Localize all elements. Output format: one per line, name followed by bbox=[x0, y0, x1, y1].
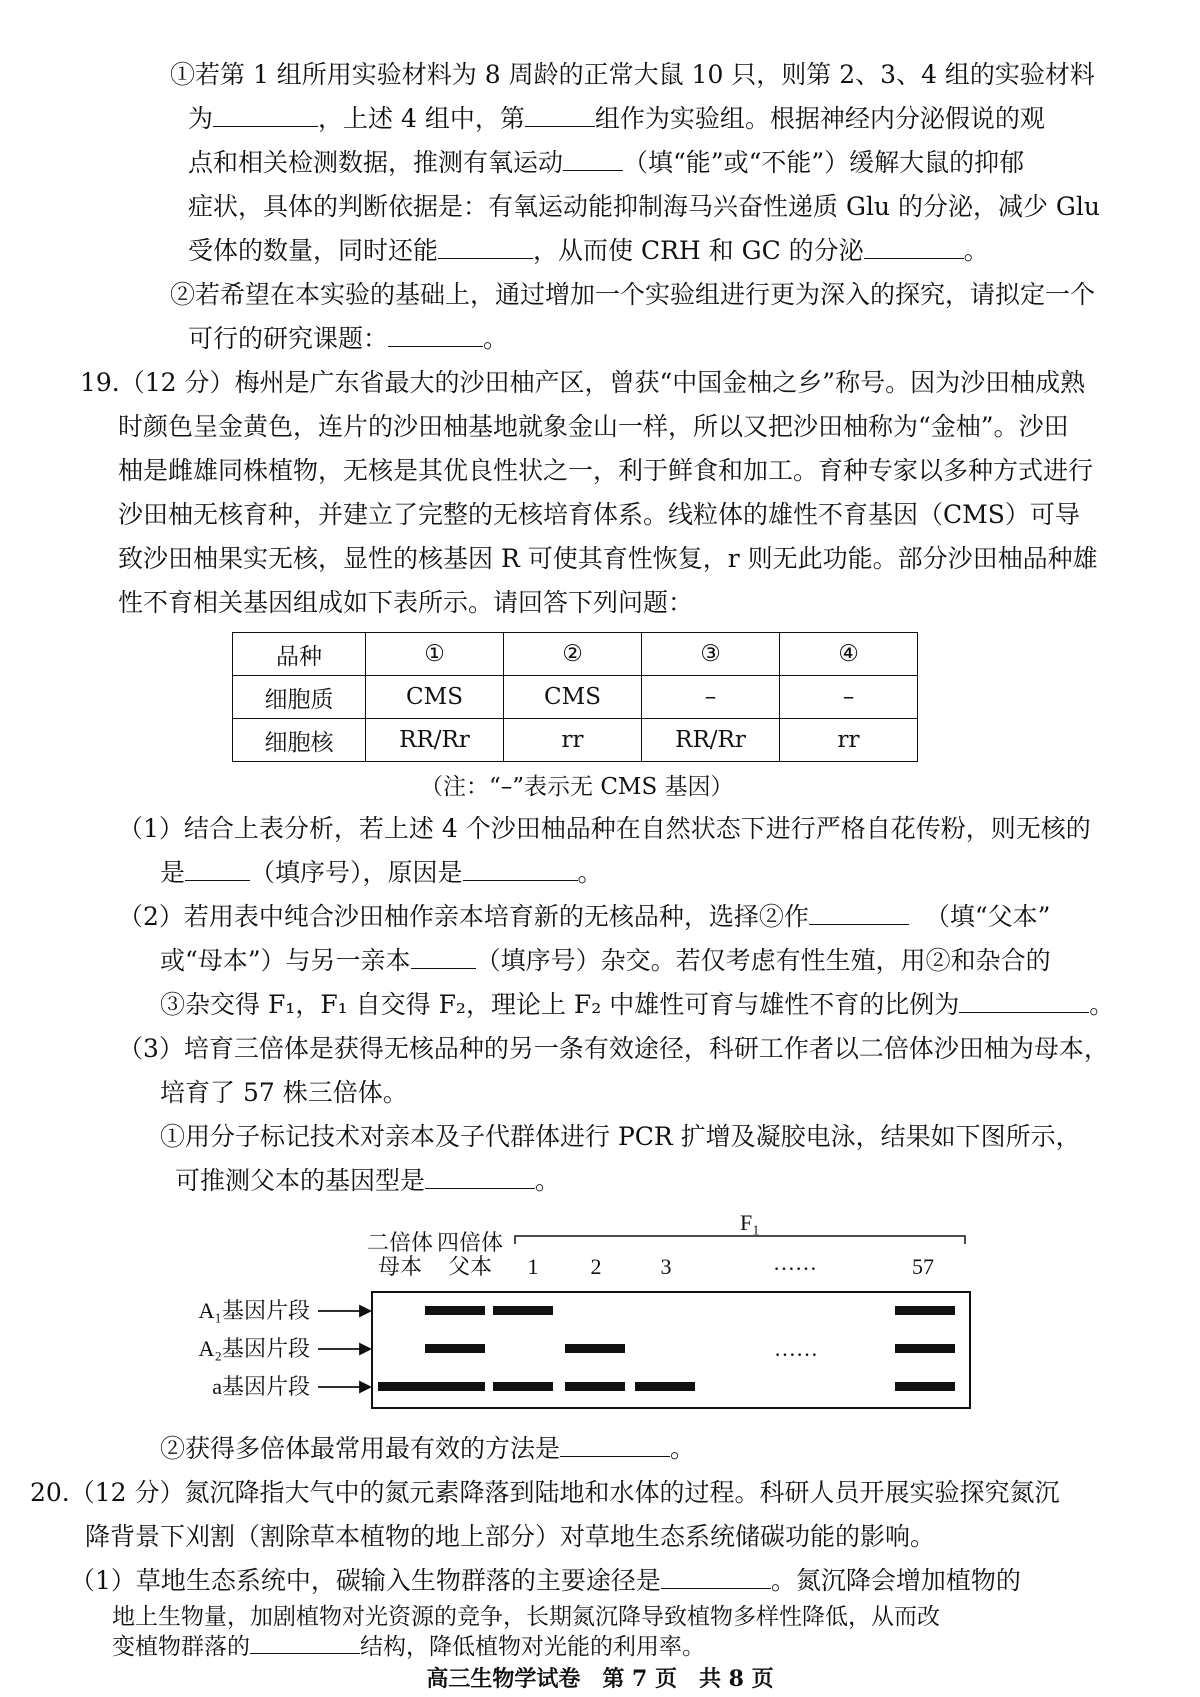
answer-blank[interactable] bbox=[560, 1434, 670, 1457]
lane-label: 2 bbox=[590, 1254, 602, 1279]
q19-s3-text-c: ②获得多倍体最常用最有效的方法是 bbox=[160, 1434, 561, 1463]
band-lane1-a bbox=[493, 1382, 553, 1391]
answer-blank[interactable] bbox=[411, 946, 476, 969]
q19-s2-text-d: （填序号）杂交。若仅考虑有性生殖，用②和杂合的 bbox=[475, 946, 1051, 975]
q19-s1-line-2 bbox=[160, 856, 603, 890]
q19-s2-text-e: ③杂交得 F₁，F₁ 自交得 F₂，理论上 F₂ 中雄性可育与雄性不育的比例为 bbox=[160, 990, 960, 1019]
q18-line-2-b: ，上述 4 组中，第 bbox=[318, 104, 525, 133]
q19-s3-line-2: 培育了 57 株三倍体。 bbox=[160, 1078, 408, 1107]
band-lane3-a bbox=[635, 1382, 695, 1391]
table-cell: RR/Rr bbox=[366, 719, 504, 762]
q20-s1-text-c: 变植物群落的 bbox=[112, 1634, 250, 1660]
answer-blank[interactable] bbox=[809, 902, 909, 925]
q19-s3-line-3: ①用分子标记技术对亲本及子代群体进行 PCR 扩增及凝胶电泳，结果如下图所示， bbox=[160, 1122, 1081, 1151]
q18-line-3-a: 点和相关检测数据，推测有氧运动 bbox=[188, 148, 564, 177]
table-cell: CMS bbox=[366, 676, 504, 719]
q18-line-2-c: 组作为实验组。根据神经内分泌假说的观 bbox=[594, 104, 1045, 133]
band-lane57-a2 bbox=[895, 1344, 955, 1353]
middle-dots: …… bbox=[774, 1336, 818, 1361]
arrow-icon bbox=[360, 1344, 370, 1354]
answer-blank[interactable] bbox=[185, 858, 250, 881]
gene-fragment-label: A₁基因片段 bbox=[198, 1298, 310, 1323]
q18-line-3 bbox=[188, 146, 1024, 180]
f1-label: F₁ bbox=[740, 1210, 760, 1235]
table-cell: 细胞质 bbox=[233, 676, 366, 719]
q20-para-2: 降背景下刈割（割除草本植物的地上部分）对草地生态系统储碳功能的影响。 bbox=[85, 1522, 936, 1551]
table-header-cell: 品种 bbox=[233, 633, 366, 676]
band-father-a1 bbox=[425, 1306, 485, 1315]
table-cell: – bbox=[780, 676, 918, 719]
q19-s3-text-d: 。 bbox=[670, 1434, 696, 1463]
q18-line-5-b: ，从而使 CRH 和 GC 的分泌 bbox=[533, 236, 864, 265]
q19-para-1: 19.（12 分）梅州是广东省最大的沙田柚产区，曾获“中国金柚之乡”称号。因为沙田柚成熟 bbox=[80, 368, 1086, 397]
answer-blank[interactable] bbox=[250, 1631, 360, 1654]
answer-blank[interactable] bbox=[864, 236, 964, 259]
q20-s1-line-3 bbox=[112, 1630, 705, 1664]
table-row bbox=[233, 676, 918, 719]
answer-blank[interactable] bbox=[661, 1566, 771, 1589]
father-label-1: 四倍体 bbox=[436, 1230, 504, 1255]
q18-line-4: 症状，具体的判断依据是：有氧运动能抑制海马兴奋性递质 Glu 的分泌，减少 Glu bbox=[188, 192, 1100, 221]
table-row bbox=[233, 719, 918, 762]
table-cell: rr bbox=[504, 719, 642, 762]
q20-s1-line-2: 地上生物量，加剧植物对光资源的竞争，长期氮沉降导致植物多样性降低，从而改 bbox=[112, 1604, 940, 1630]
answer-blank[interactable] bbox=[463, 858, 578, 881]
q18-line-5 bbox=[188, 234, 989, 268]
q19-para-3: 柚是雌雄同株植物，无核是其优良性状之一，利于鲜食和加工。育种专家以多种方式进行 bbox=[118, 456, 1094, 485]
q20-para-1: 20.（12 分）氮沉降指大气中的氮元素降落到陆地和水体的过程。科研人员开展实验探究氮沉 bbox=[30, 1478, 1060, 1507]
q19-s2-text-f: 。 bbox=[1089, 990, 1115, 1019]
arrow-icon bbox=[360, 1382, 370, 1392]
q19-s1-text-a: 是 bbox=[160, 858, 186, 887]
q18-line-7-a: 可行的研究课题： bbox=[188, 324, 389, 353]
table-header-cell: ① bbox=[366, 633, 504, 676]
lane-label: 3 bbox=[660, 1254, 672, 1279]
gene-fragment-label: a基因片段 bbox=[212, 1374, 310, 1399]
q19-s3-line-1: （3）培育三倍体是获得无核品种的另一条有效途径，科研工作者以二倍体沙田柚为母本， bbox=[118, 1034, 1109, 1063]
table-header-row bbox=[233, 633, 918, 676]
q19-s3-text-a: 可推测父本的基因型是 bbox=[175, 1166, 426, 1195]
q18-line-3-b: （填“能”或“不能”）缓解大鼠的抑郁 bbox=[623, 148, 1025, 177]
q19-para-4: 沙田柚无核育种，并建立了完整的无核培育体系。线粒体的雄性不育基因（CMS）可导 bbox=[118, 500, 1080, 529]
q18-line-2 bbox=[188, 102, 1045, 136]
q18-line-7 bbox=[188, 322, 508, 356]
lane-label: 57 bbox=[912, 1254, 934, 1279]
page-footer: 高三生物学试卷 第 7 页 共 8 页 bbox=[426, 1666, 774, 1692]
table-cell: 细胞核 bbox=[233, 719, 366, 762]
lane-label: 1 bbox=[527, 1254, 539, 1279]
q19-s2-line-1 bbox=[118, 900, 1050, 934]
q19-s2-line-3 bbox=[160, 988, 1114, 1022]
band-lane2-a bbox=[565, 1382, 625, 1391]
gene-table bbox=[232, 632, 918, 762]
answer-blank[interactable] bbox=[959, 990, 1089, 1013]
q18-line-1: ①若第 1 组所用实验材料为 8 周龄的正常大鼠 10 只，则第 2、3、4 组的实验材料 bbox=[170, 60, 1095, 89]
table-header-cell: ② bbox=[504, 633, 642, 676]
answer-blank[interactable] bbox=[425, 1166, 535, 1189]
q18-line-7-b: 。 bbox=[483, 324, 509, 353]
table-cell: RR/Rr bbox=[642, 719, 780, 762]
f1-bracket bbox=[515, 1236, 965, 1244]
table-header-cell: ④ bbox=[780, 633, 918, 676]
gel-figure bbox=[160, 1208, 1080, 1428]
gene-fragment-label: A₂基因片段 bbox=[198, 1336, 310, 1361]
q19-s1-line-1: （1）结合上表分析，若上述 4 个沙田柚品种在自然状态下进行严格自花传粉，则无核的 bbox=[118, 814, 1091, 843]
q18-line-5-a: 受体的数量，同时还能 bbox=[188, 236, 439, 265]
q19-s1-text-b: （填序号），原因是 bbox=[250, 858, 463, 887]
q20-s1-text-b: 。氮沉降会增加植物的 bbox=[770, 1566, 1021, 1595]
q19-s3-text-b: 。 bbox=[535, 1166, 561, 1195]
band-lane1-a1 bbox=[493, 1306, 553, 1315]
q20-s1-text-a: （1）草地生态系统中，碳输入生物群落的主要途径是 bbox=[70, 1566, 661, 1595]
q19-para-6: 性不育相关基因组成如下表所示。请回答下列问题： bbox=[118, 588, 694, 617]
lane-label: …… bbox=[773, 1250, 817, 1275]
q19-s3-line-5 bbox=[160, 1432, 695, 1466]
q19-s1-text-c: 。 bbox=[577, 858, 603, 887]
father-label-2: 父本 bbox=[447, 1254, 493, 1279]
q19-s2-line-2 bbox=[160, 944, 1051, 978]
q19-s3-line-4 bbox=[175, 1164, 560, 1198]
answer-blank[interactable] bbox=[525, 104, 595, 127]
mother-label-1: 二倍体 bbox=[366, 1230, 434, 1255]
band-lane57-a1 bbox=[895, 1306, 955, 1315]
table-cell: rr bbox=[780, 719, 918, 762]
table-note: （注：“–”表示无 CMS 基因） bbox=[420, 774, 734, 800]
answer-blank[interactable] bbox=[563, 148, 623, 171]
answer-blank[interactable] bbox=[213, 104, 318, 127]
band-father-a bbox=[425, 1382, 485, 1391]
band-lane2-a2 bbox=[565, 1344, 625, 1353]
table-cell: CMS bbox=[504, 676, 642, 719]
band-father-a2 bbox=[425, 1344, 485, 1353]
q19-para-2: 时颜色呈金黄色，连片的沙田柚基地就象金山一样，所以又把沙田柚称为“金柚”。沙田 bbox=[118, 412, 1069, 441]
answer-blank[interactable] bbox=[388, 324, 483, 347]
q18-line-6: ②若希望在本实验的基础上，通过增加一个实验组进行更为深入的探究，请拟定一个 bbox=[170, 280, 1096, 309]
mother-label-2: 母本 bbox=[377, 1254, 423, 1279]
table-header-cell: ③ bbox=[642, 633, 780, 676]
answer-blank[interactable] bbox=[438, 236, 533, 259]
q19-s2-text-a: （2）若用表中纯合沙田柚作亲本培育新的无核品种，选择②作 bbox=[118, 902, 809, 931]
q19-s2-text-c: 或“母本”）与另一亲本 bbox=[160, 946, 411, 975]
q18-line-2-a: 为 bbox=[188, 104, 214, 133]
q20-s1-line-1 bbox=[70, 1564, 1021, 1598]
arrow-icon bbox=[360, 1306, 370, 1316]
q19-para-5: 致沙田柚果实无核，显性的核基因 R 可使其育性恢复，r 则无此功能。部分沙田柚品种雄 bbox=[118, 544, 1098, 573]
q19-s2-text-b: （填“父本” bbox=[924, 902, 1051, 931]
table-cell: – bbox=[642, 676, 780, 719]
q20-s1-text-d: 结构，降低植物对光能的利用率。 bbox=[360, 1634, 705, 1660]
band-lane57-a bbox=[895, 1382, 955, 1391]
q18-line-5-c: 。 bbox=[963, 236, 989, 265]
